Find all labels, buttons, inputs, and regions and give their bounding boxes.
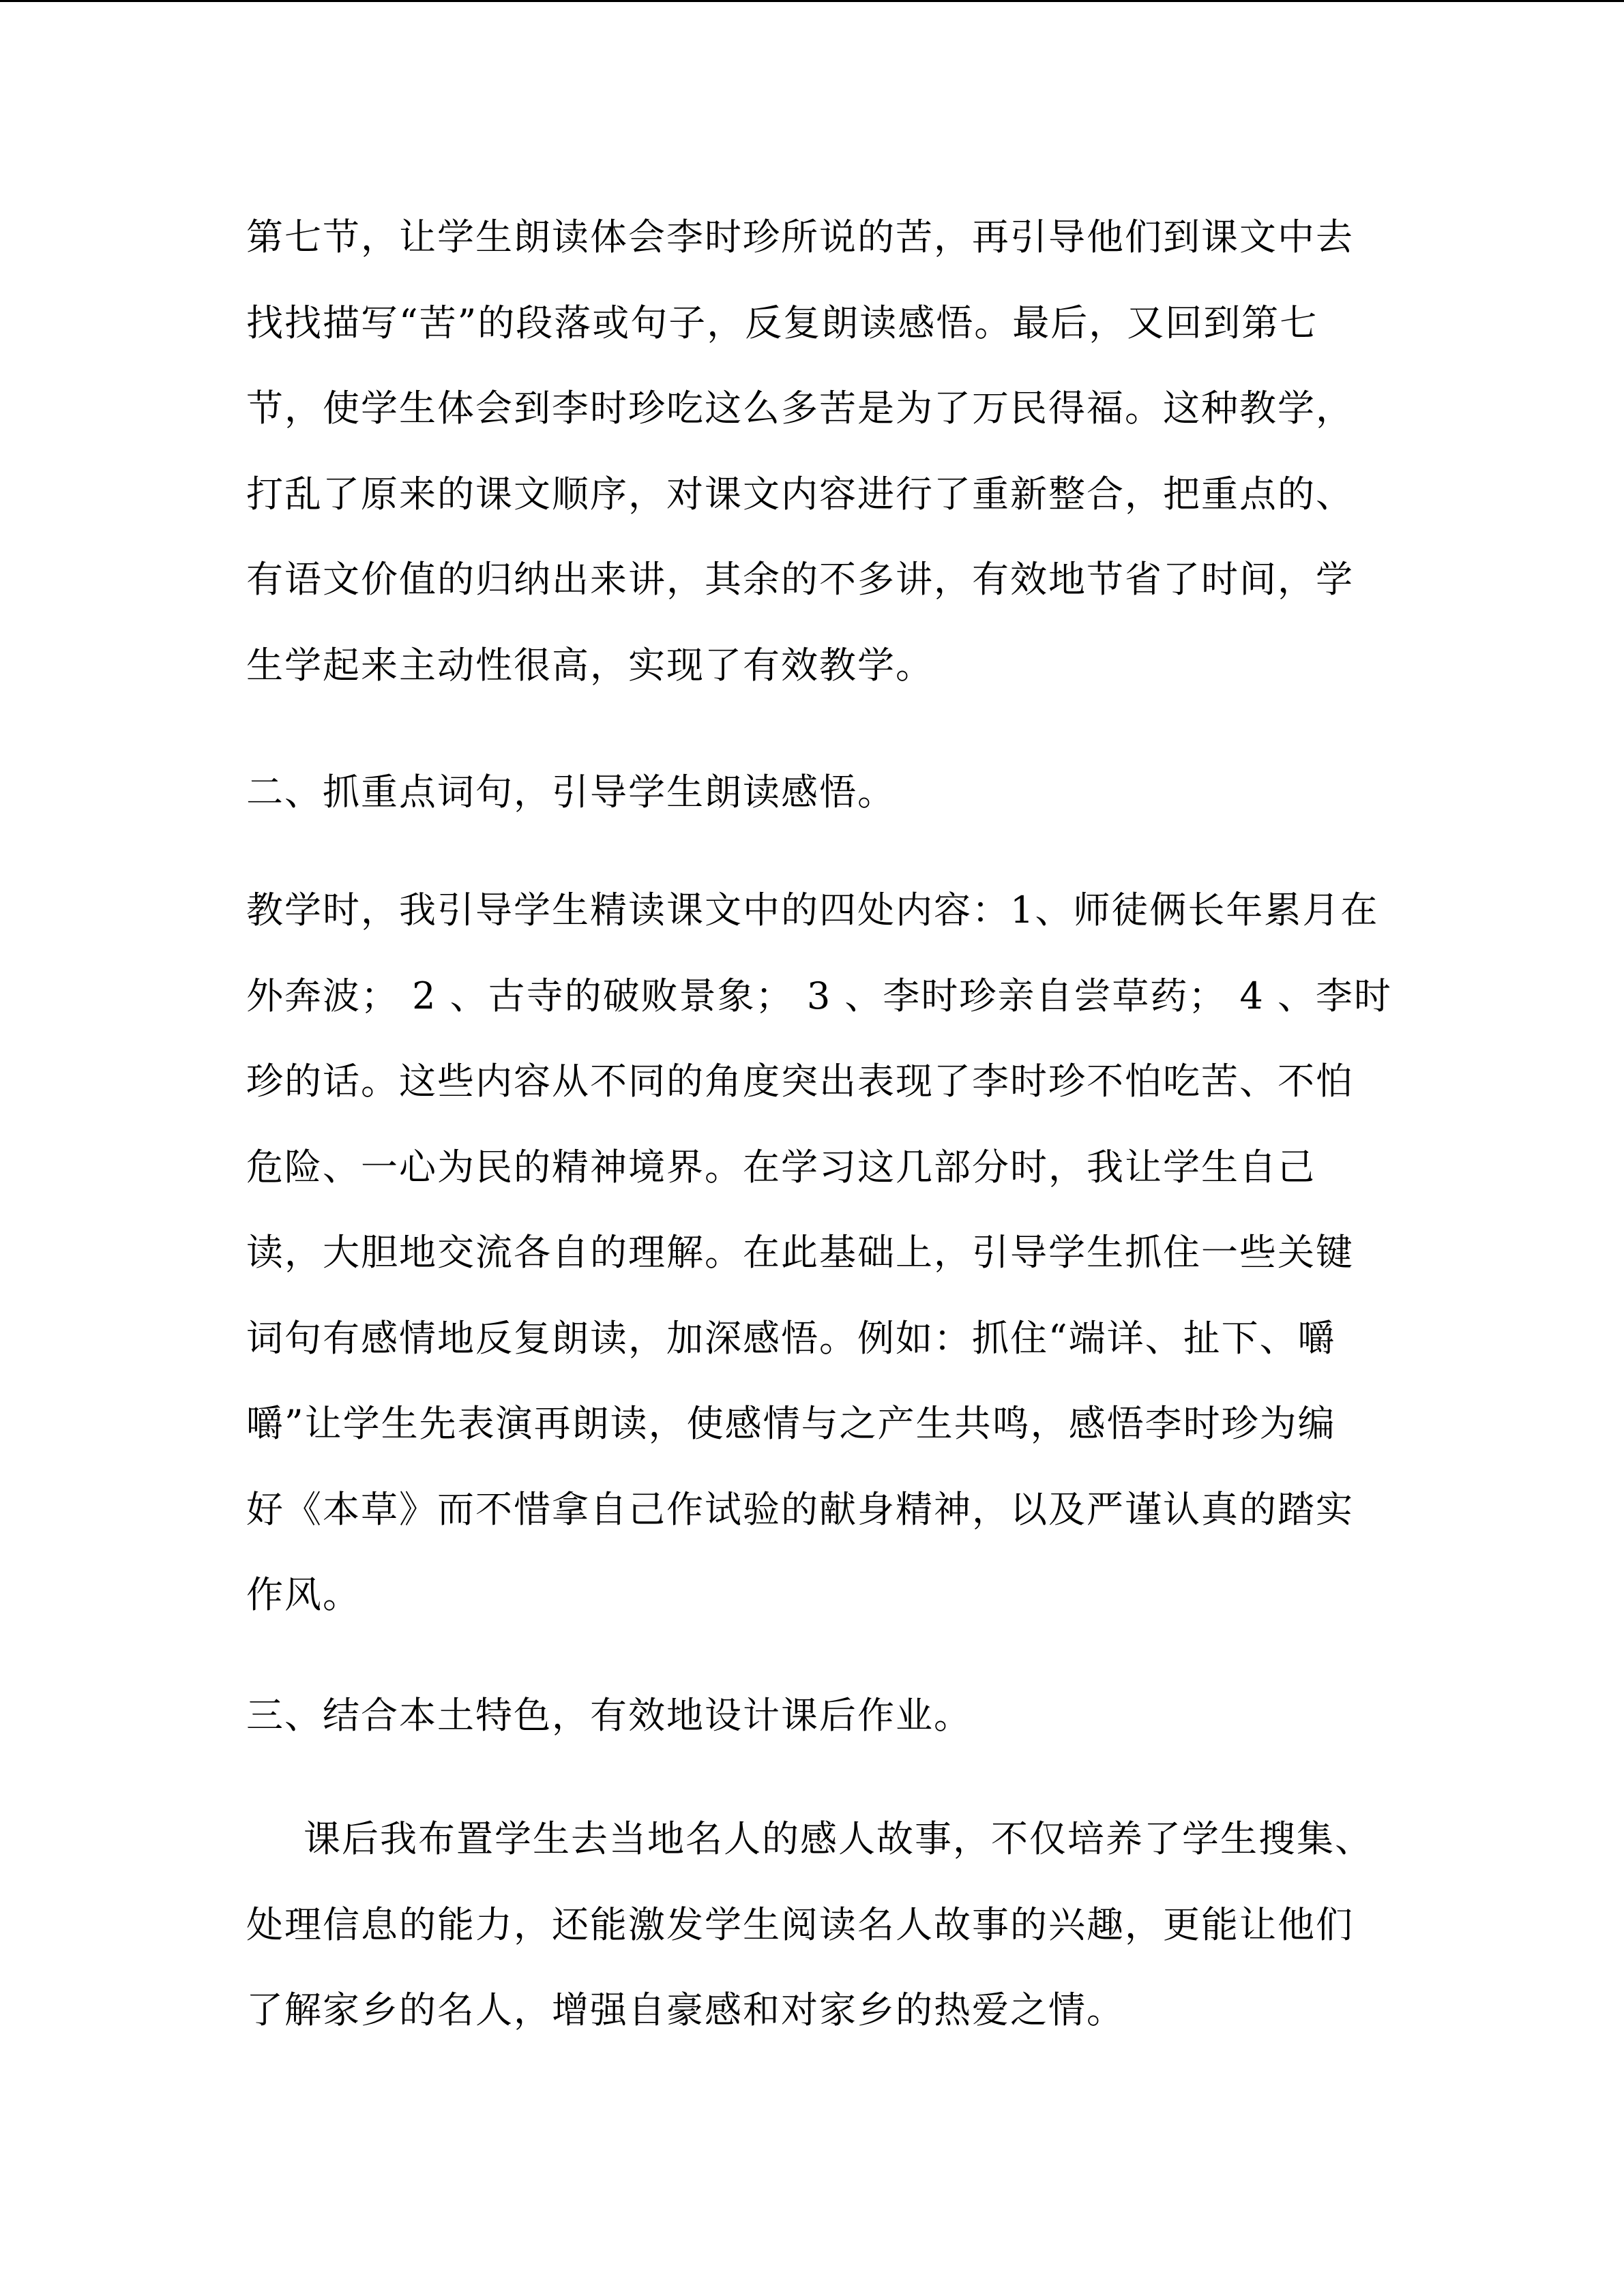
paragraph-2 [246,867,1447,1638]
paragraph-line: 读，大胆地交流各自的理解。在此基础上，引导学生抓住一些关键 [246,1231,1354,1274]
paragraph-line: 有语文价值的归纳出来讲，其余的不多讲，有效地节省了时间，学 [246,558,1354,601]
section-heading-2 [246,749,1447,835]
paragraph-line: 外奔波； 2 、古寺的破败景象； 3 、李时珍亲自尝草药； 4 、李时 [246,974,1393,1017]
paragraph-1 [246,194,1447,708]
paragraph-line: 危险、一心为民的精神境界。在学习这几部分时，我让学生自己 [246,1145,1316,1189]
paragraph-3 [246,1796,1447,2053]
section-heading-3 [246,1673,1447,1759]
paragraph-line: 了解家乡的名人，增强自豪感和对家乡的热爱之情。 [246,1988,1125,2031]
paragraph-line: 打乱了原来的课文顺序，对课文内容进行了重新整合，把重点的、 [246,472,1354,516]
paragraph-line: 嚼”让学生先表演再朗读，使感情与之产生共鸣，感悟李时珍为编 [246,1402,1336,1445]
paragraph-line: 第七节，让学生朗读体会李时珍所说的苦，再引导他们到课文中去 [246,215,1354,258]
section-heading-text: 二、抓重点词句，引导学生朗读感悟。 [246,771,896,814]
paragraph-line: 找找描写“苦”的段落或句子，反复朗读感悟。最后，又回到第七 [246,301,1318,344]
paragraph-line: 课后我布置学生去当地名人的感人故事，不仅培养了学生搜集、 [304,1817,1373,1860]
paragraph-line: 词句有感情地反复朗读，加深感悟。例如：抓住“端详、扯下、嚼 [246,1316,1336,1360]
paragraph-line: 生学起来主动性很高，实现了有效教学。 [246,643,934,687]
paragraph-line: 处理信息的能力，还能激发学生阅读名人故事的兴趣，更能让他们 [246,1903,1354,1946]
paragraph-line: 节，使学生体会到李时珍吃这么多苦是为了万民得福。这种教学， [246,387,1354,430]
section-heading-text: 三、结合本土特色，有效地设计课后作业。 [246,1694,972,1737]
paragraph-line: 作风。 [246,1573,361,1616]
page-top-border [0,0,1624,2]
paragraph-line: 教学时，我引导学生精读课文中的四处内容：1、师徒俩长年累月在 [246,889,1379,931]
paragraph-line: 好《本草》而不惜拿自己作试验的献身精神，以及严谨认真的踏实 [246,1487,1354,1531]
paragraph-line: 珍的话。这些内容从不同的角度突出表现了李时珍不怕吃苦、不怕 [246,1060,1354,1103]
